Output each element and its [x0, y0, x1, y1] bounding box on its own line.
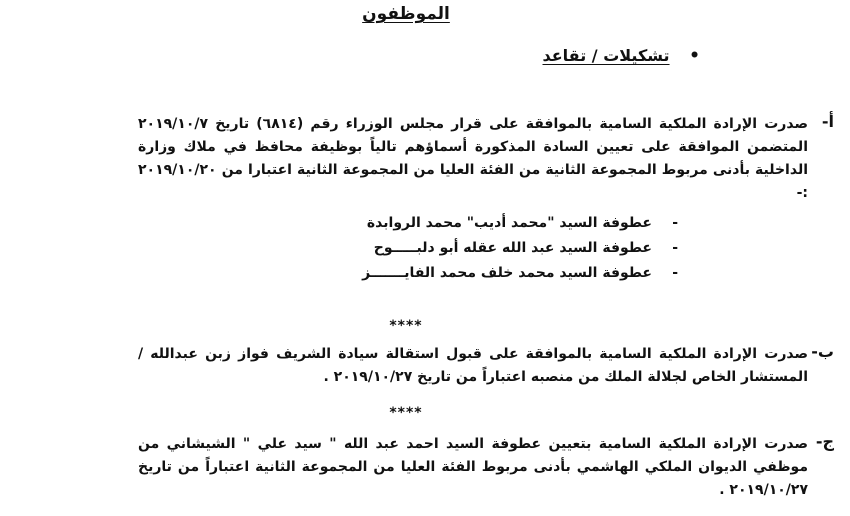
separator-stars: ****	[389, 318, 423, 334]
item-letter-b: ب-	[811, 342, 834, 361]
appointees-list	[362, 211, 678, 286]
list-dash: -	[672, 215, 678, 231]
separator-stars: ****	[389, 405, 423, 421]
bullet-icon: •	[689, 46, 700, 66]
appointee-name: عطوفة السيد محمد خلف محمد الفايـــــــز	[362, 265, 652, 281]
item-letter-c: ج-	[815, 432, 834, 451]
section-heading	[543, 46, 701, 66]
paragraph-b: صدرت الإرادة الملكية السامية بالموافقة على قبول استقالة سيادة الشريف فواز زبن عبدالله /المستشار الخاص لجلالة الملك من منصبه اعتباراً من تاريخ ٢٠١٩/١٠/٢٧ .	[138, 346, 808, 385]
list-dash: -	[672, 240, 678, 256]
list-item	[362, 211, 678, 236]
page-heading	[0, 4, 812, 24]
heading-text: الموظفون	[362, 4, 450, 24]
appointee-name: عطوفة السيد عبد الله عقله أبو دلبـــــوح	[373, 240, 652, 256]
paragraph-a: صدرت الإرادة الملكية السامية بالموافقة على قرار مجلس الوزراء رقم (٦٨١٤) تاريخ ٢٠١٩/١٠/٧ المتضمن الموافقة على تعيين السادة المذكورة أسماؤهم تالياً بوظيفة محافظ في ملاك وزارة الداخلية بأدنى مربوط المجموعة الثانية من الفئة العليا من المجموعة الثانية اعتبارا من ٢٠١٩/١٠/٢٠ :-	[138, 116, 808, 201]
item-letter-a: أ-	[821, 112, 834, 131]
appointee-name: عطوفة السيد "محمد أديب" محمد الروابدة	[366, 215, 652, 231]
section-title: تشكيلات / تقاعد	[542, 46, 670, 65]
paragraph-c: صدرت الإرادة الملكية السامية بتعيين عطوفة السيد احمد عبد الله " سيد علي " الشيشاني من موظفي الديوان الملكي الهاشمي بأدنى مربوط الفئة العليا من المجموعة الثانية اعتباراً من تاريخ ٢٠١٩/١٠/٢٧ .	[138, 436, 808, 498]
list-item	[362, 261, 678, 286]
list-dash: -	[672, 265, 678, 281]
list-item	[362, 236, 678, 261]
